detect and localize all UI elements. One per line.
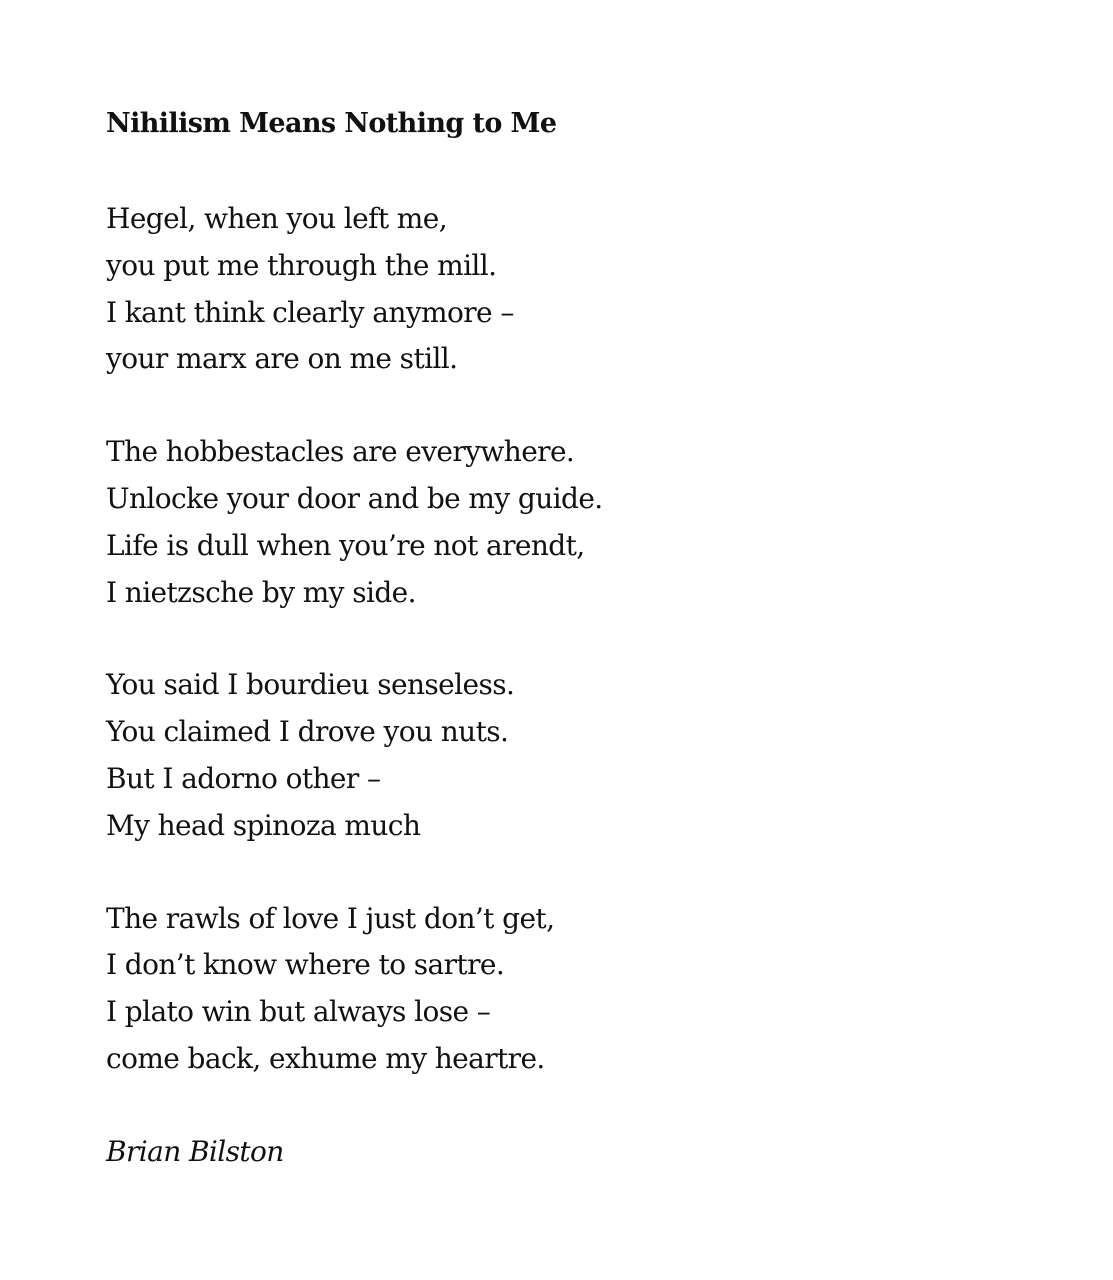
poem-line: The rawls of love I just don’t get,: [106, 901, 555, 935]
poem-line: I plato win but always lose –: [106, 995, 491, 1029]
stanza-4: [106, 896, 1066, 1083]
poem-author: Brian Bilston: [106, 1134, 284, 1168]
poem-line: Hegel, when you left me,: [106, 202, 448, 235]
poem-line: I kant think clearly anymore –: [106, 295, 514, 329]
poem-title: Nihilism Means Nothing to Me: [106, 108, 557, 139]
poem-line: My head spinoza much: [106, 808, 421, 842]
poem-line: you put me through the mill.: [106, 248, 497, 282]
poem-line: I don’t know where to sartre.: [106, 948, 505, 982]
poem-line: Life is dull when you’re not arendt,: [106, 528, 585, 562]
stanza-3: [106, 662, 1066, 849]
poem-line: come back, exhume my heartre.: [106, 1041, 545, 1075]
poem-line: I nietzsche by my side.: [106, 575, 416, 609]
stanza-2: [106, 429, 1066, 616]
poem-line: Unlocke your door and be my guide.: [106, 481, 603, 515]
poem-line: The hobbestacles are everywhere.: [106, 435, 575, 469]
poem-line: your marx are on me still.: [106, 342, 458, 376]
poem-line: But I adorno other –: [106, 761, 381, 795]
poem-line: You claimed I drove you nuts.: [106, 715, 509, 749]
poem-line: You said I bourdieu senseless.: [106, 668, 515, 702]
stanza-1: [106, 196, 1066, 383]
poem-page: [106, 104, 1066, 1175]
